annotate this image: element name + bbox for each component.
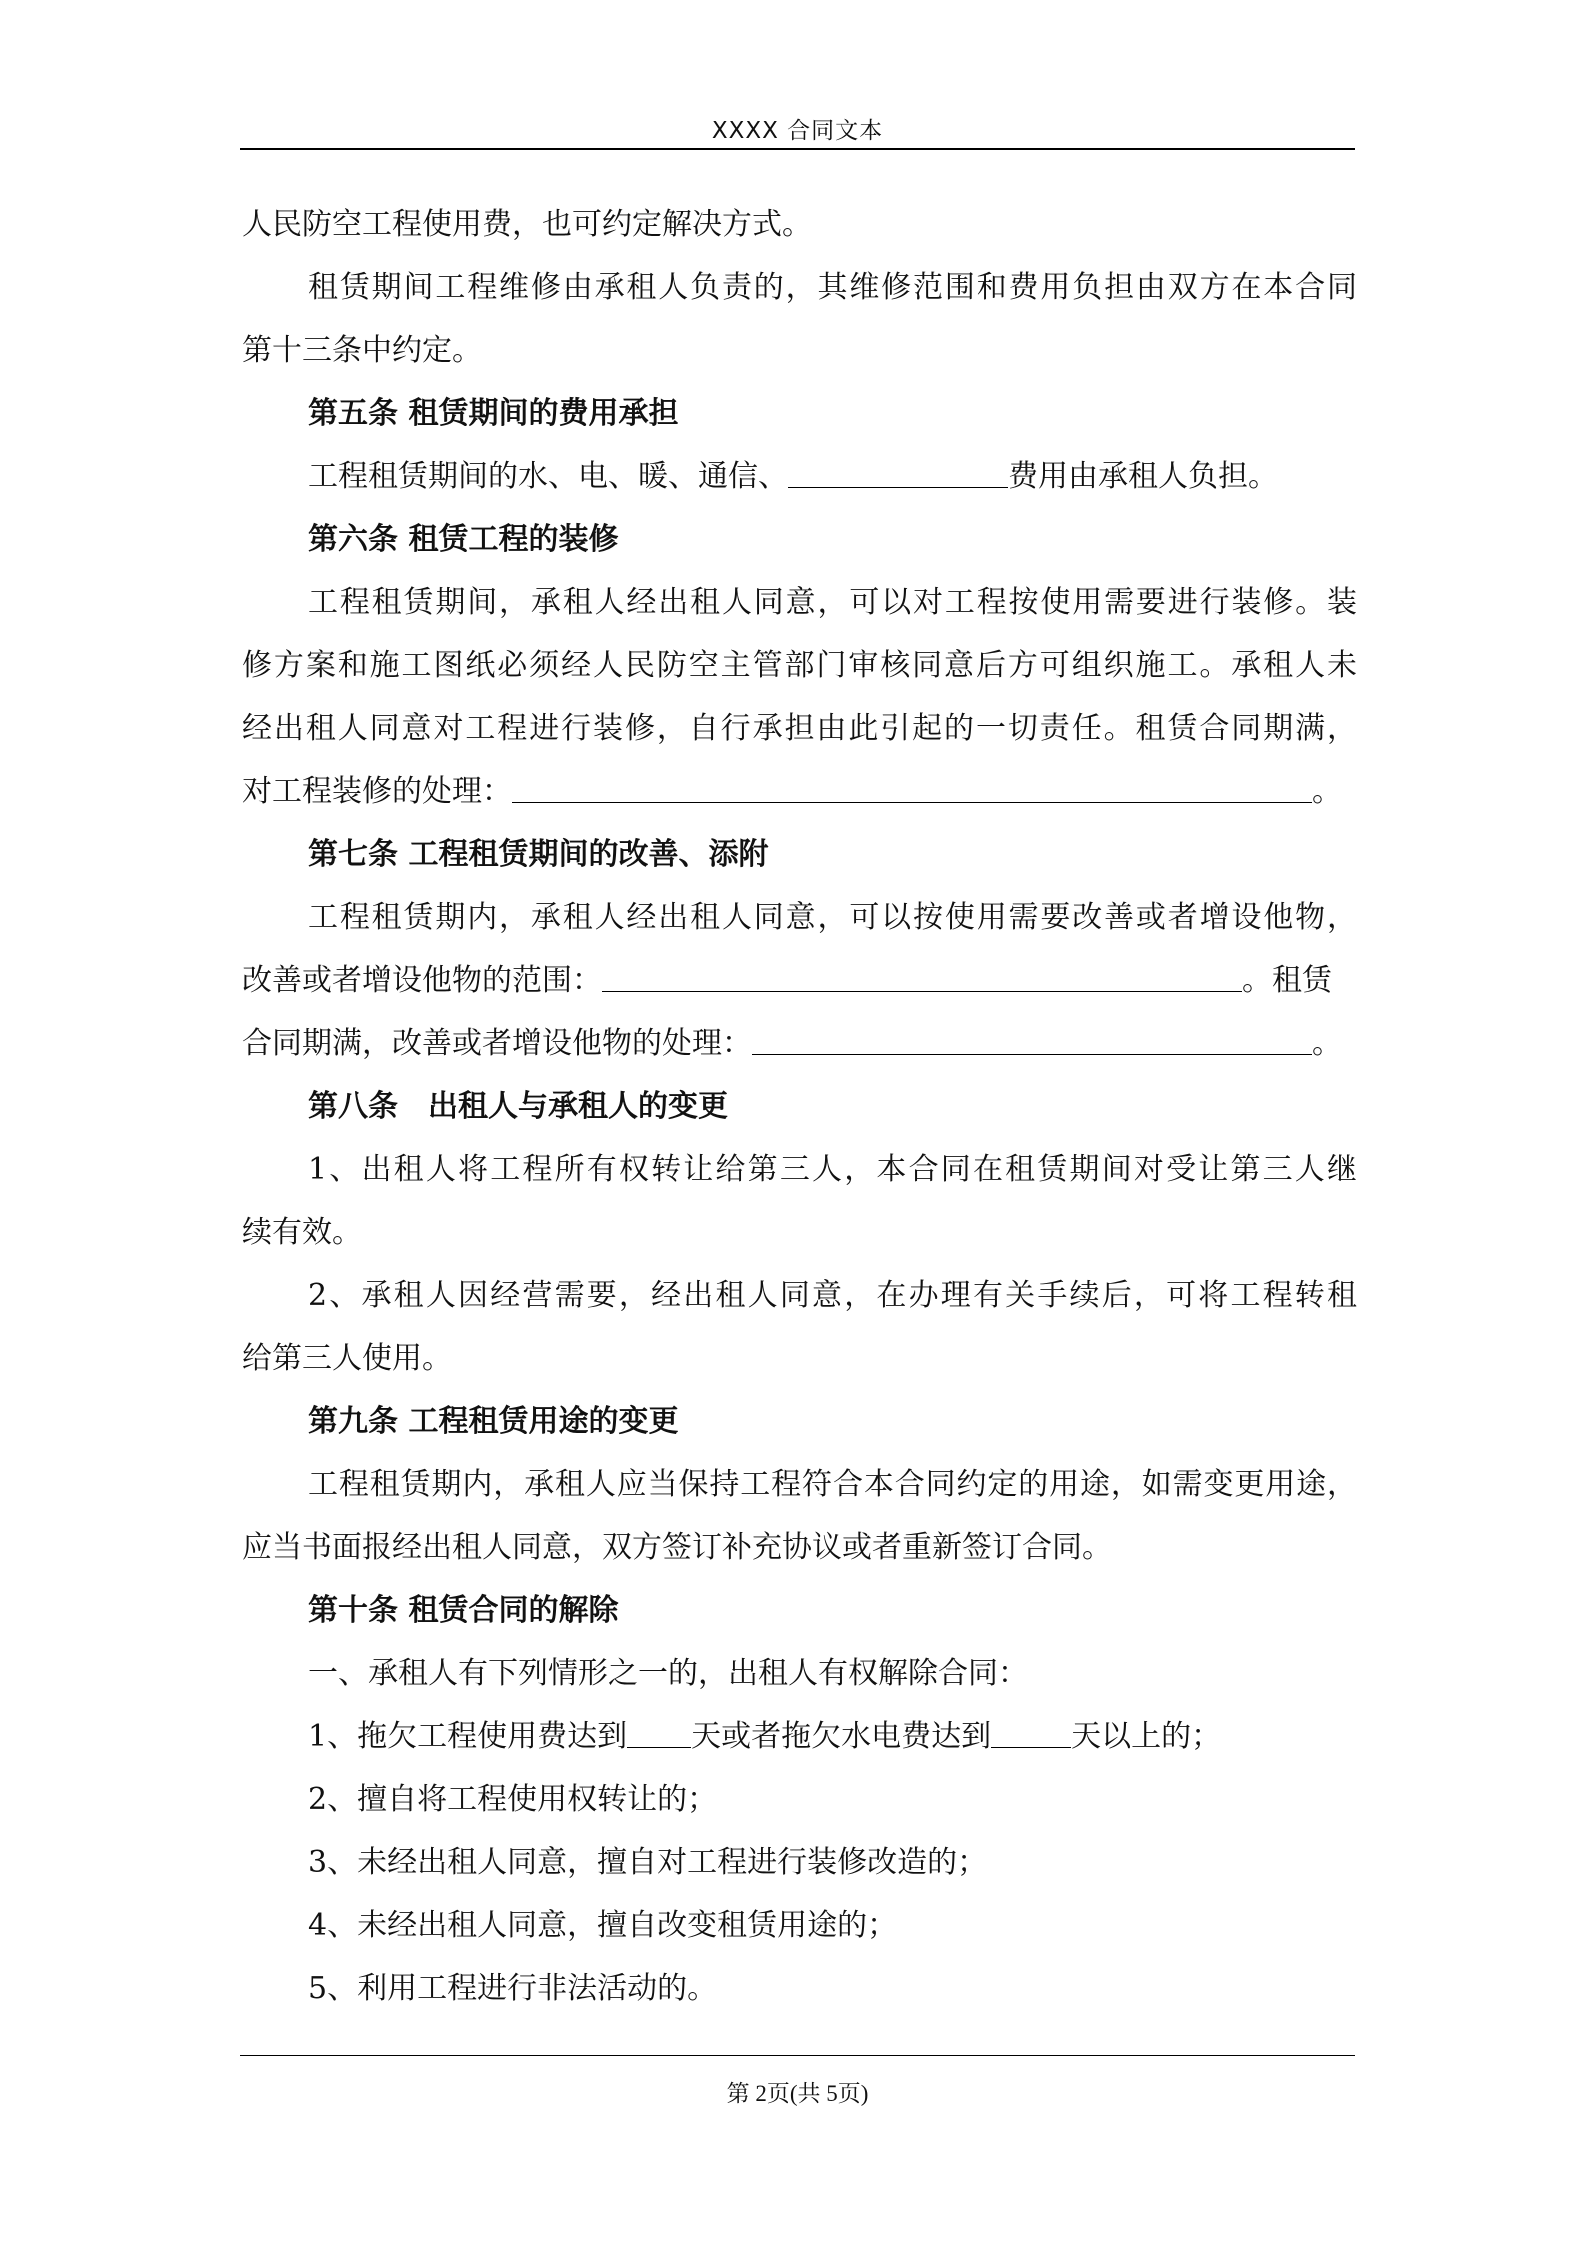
paragraph-line (242, 256, 1357, 319)
paragraph-line (242, 760, 1357, 823)
paragraph-line (242, 1642, 1357, 1705)
paragraph-line (242, 634, 1357, 697)
paragraph-line (242, 697, 1357, 760)
line-text: 改善或者增设他物的范围： (242, 963, 602, 998)
line-text: 1、出租人将工程所有权转让给第三人，本合同在租赁期间对受让第三人继 (308, 1152, 1357, 1187)
paragraph-line (242, 1201, 1357, 1264)
paragraph-line (242, 1768, 1357, 1831)
line-text: 4、未经出租人同意，擅自改变租赁用途的； (308, 1908, 898, 1943)
line-text: 第十条 租赁合同的解除 (308, 1593, 619, 1628)
page-header-title: XXXX 合同文本 (711, 118, 884, 144)
fill-in-blank (788, 453, 1008, 488)
line-text: 第七条 工程租赁期间的改善、添附 (308, 837, 769, 872)
line-text: 工程租赁期内，承租人应当保持工程符合本合同约定的用途，如需变更用途， (308, 1467, 1357, 1502)
line-text: 工程租赁期内，承租人经出租人同意，可以按使用需要改善或者增设他物， (308, 900, 1357, 935)
fill-in-blank (752, 1020, 1312, 1055)
line-text: 租赁期间工程维修由承租人负责的，其维修范围和费用负担由双方在本合同 (308, 270, 1357, 305)
line-text: 3、未经出租人同意，擅自对工程进行装修改造的； (308, 1845, 988, 1880)
paragraph-line (242, 886, 1357, 949)
article-heading (242, 1075, 1357, 1138)
line-text: 1、拖欠工程使用费达到 (308, 1719, 628, 1754)
paragraph-line (242, 1705, 1357, 1768)
line-text: 给第三人使用。 (242, 1341, 452, 1376)
document-body (242, 193, 1357, 2020)
fill-in-blank (627, 1713, 691, 1748)
line-text: 工程租赁期间，承租人经出租人同意，可以对工程按使用需要进行装修。装 (308, 585, 1357, 620)
paragraph-line (242, 949, 1357, 1012)
paragraph-line (242, 1453, 1357, 1516)
paragraph-line (242, 1012, 1357, 1075)
article-heading (242, 508, 1357, 571)
paragraph-line (242, 1516, 1357, 1579)
line-text: 2、承租人因经营需要，经出租人同意，在办理有关手续后，可将工程转租 (308, 1278, 1357, 1313)
page-number: 第 2页(共 5页) (726, 2081, 869, 2106)
paragraph-line (242, 445, 1357, 508)
paragraph-line (242, 1831, 1357, 1894)
line-text: 天或者拖欠水电费达到 (691, 1719, 992, 1754)
line-text: 人民防空工程使用费，也可约定解决方式。 (242, 207, 812, 242)
footer-divider (240, 2055, 1355, 2056)
line-text: 第九条 工程租赁用途的变更 (308, 1404, 679, 1439)
paragraph-line (242, 1138, 1357, 1201)
fill-in-blank (602, 957, 1242, 992)
line-text: 5、利用工程进行非法活动的。 (308, 1971, 718, 2006)
fill-in-blank (991, 1713, 1071, 1748)
line-text: 天以上的； (1071, 1719, 1222, 1754)
paragraph-line (242, 319, 1357, 382)
line-text: 应当书面报经出租人同意，双方签订补充协议或者重新签订合同。 (242, 1530, 1112, 1565)
paragraph-line (242, 193, 1357, 256)
paragraph-line (242, 1894, 1357, 1957)
article-heading (242, 382, 1357, 445)
line-text: 第八条 出租人与承租人的变更 (308, 1089, 728, 1124)
paragraph-line (242, 1957, 1357, 2020)
line-text: 第六条 租赁工程的装修 (308, 522, 619, 557)
article-heading (242, 1579, 1357, 1642)
fill-in-blank (512, 768, 1312, 803)
paragraph-line (242, 1327, 1357, 1390)
line-text: 对工程装修的处理： (242, 774, 512, 809)
line-text: 合同期满，改善或者增设他物的处理： (242, 1026, 752, 1061)
line-text: 。租赁 (1242, 963, 1332, 998)
header-divider (240, 148, 1355, 150)
paragraph-line (242, 1264, 1357, 1327)
line-text: 2、擅自将工程使用权转让的； (308, 1782, 718, 1817)
line-text: 。 (1312, 774, 1342, 809)
line-text: 修方案和施工图纸必须经人民防空主管部门审核同意后方可组织施工。承租人未 (242, 648, 1357, 683)
paragraph-line (242, 571, 1357, 634)
line-text: 经出租人同意对工程进行装修，自行承担由此引起的一切责任。租赁合同期满， (242, 711, 1357, 746)
line-text: 工程租赁期间的水、电、暖、通信、 (308, 459, 788, 494)
line-text: 。 (1312, 1026, 1342, 1061)
line-text: 第十三条中约定。 (242, 333, 482, 368)
line-text: 第五条 租赁期间的费用承担 (308, 396, 679, 431)
line-text: 费用由承租人负担。 (1008, 459, 1278, 494)
line-text: 一、承租人有下列情形之一的，出租人有权解除合同： (308, 1656, 1028, 1691)
article-heading (242, 1390, 1357, 1453)
article-heading (242, 823, 1357, 886)
line-text: 续有效。 (242, 1215, 362, 1250)
